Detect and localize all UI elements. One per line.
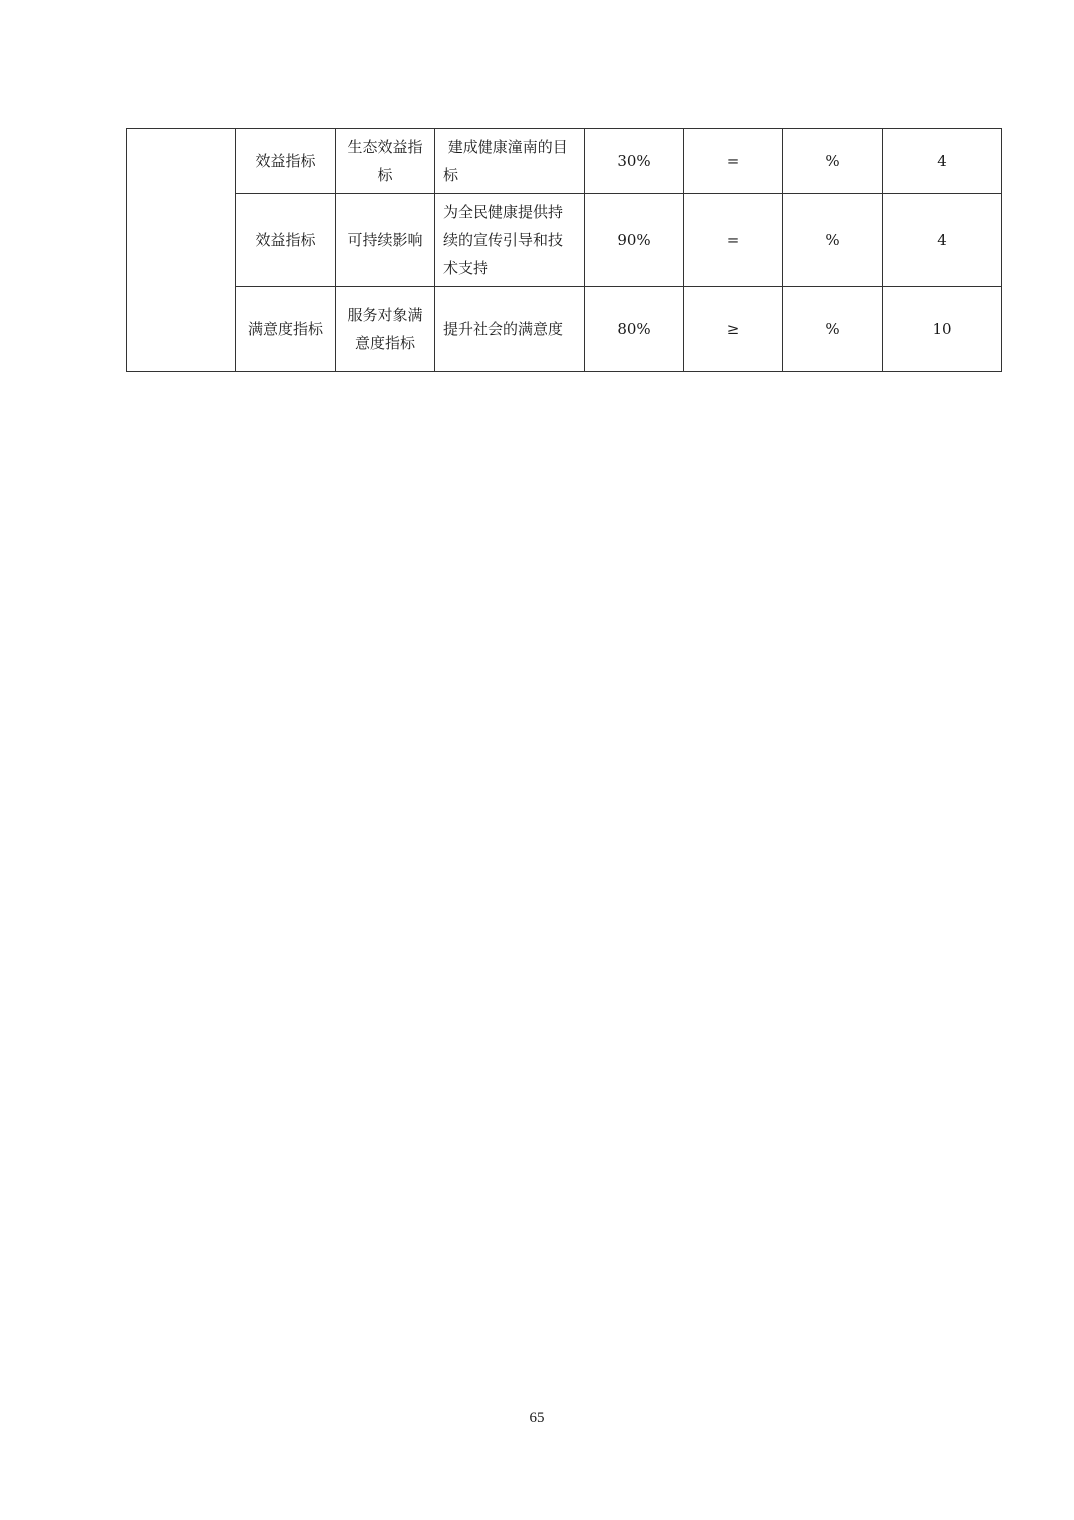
level1-indicator-cell: 效益指标 [236, 194, 336, 287]
indicator-value-cell: 90% [585, 194, 684, 287]
unit-cell: % [783, 287, 883, 372]
page-number: 65 [529, 1410, 545, 1426]
table-row [127, 194, 1002, 287]
merged-category-cell [127, 129, 236, 372]
level1-indicator-cell: 满意度指标 [236, 287, 336, 372]
level2-indicator-cell: 可持续影响 [336, 194, 435, 287]
operator-cell: ≥ [684, 287, 783, 372]
indicator-description-cell: 为全民健康提供持续的宣传引导和技术支持 [435, 194, 585, 287]
table-row [127, 129, 1002, 194]
indicator-table [126, 128, 1002, 372]
unit-cell: % [783, 194, 883, 287]
operator-cell: = [684, 194, 783, 287]
indicator-value-cell: 30% [585, 129, 684, 194]
score-cell: 4 [883, 129, 1002, 194]
score-cell: 10 [883, 287, 1002, 372]
level1-indicator-cell: 效益指标 [236, 129, 336, 194]
level2-indicator-cell: 服务对象满意度指标 [336, 287, 435, 372]
indicator-description-cell: 提升社会的满意度 [435, 287, 585, 372]
indicator-description-cell: 建成健康潼南的目标 [435, 129, 585, 194]
table-row [127, 287, 1002, 372]
unit-cell: % [783, 129, 883, 194]
indicator-value-cell: 80% [585, 287, 684, 372]
operator-cell: = [684, 129, 783, 194]
level2-indicator-cell: 生态效益指标 [336, 129, 435, 194]
score-cell: 4 [883, 194, 1002, 287]
